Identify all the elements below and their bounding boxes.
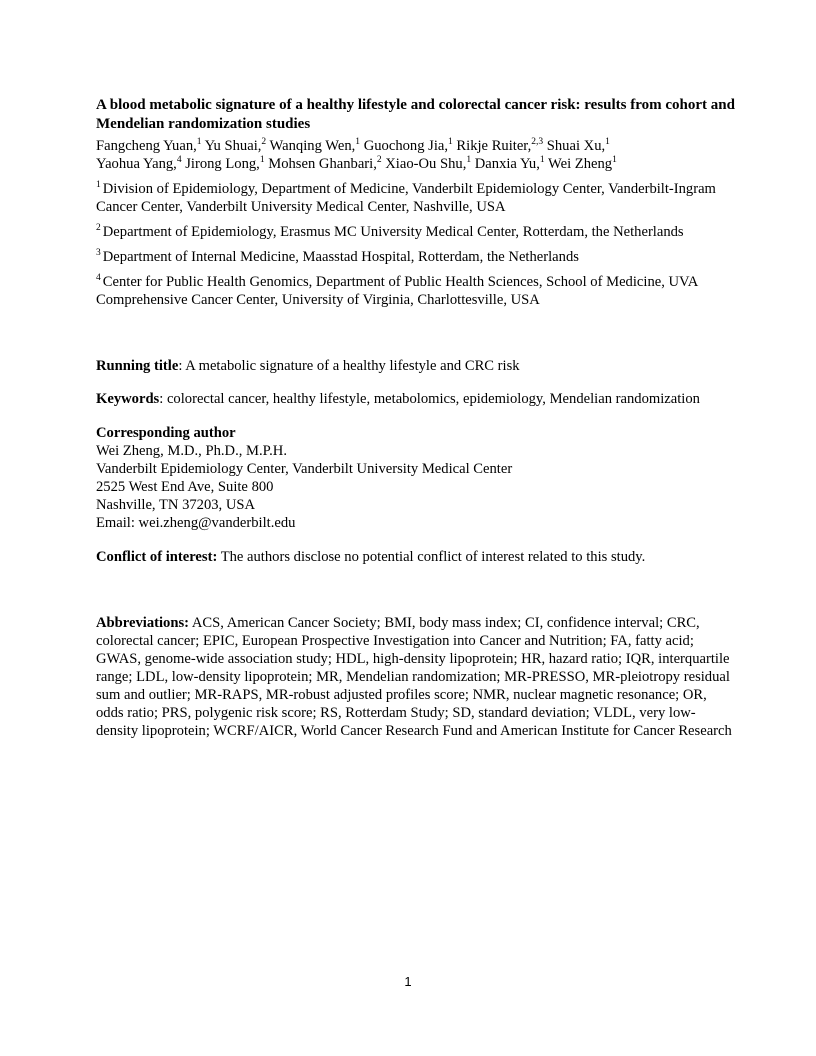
author: Danxia Yu,$^1$ [474, 155, 545, 172]
corresponding-author-label: Corresponding author [96, 425, 236, 441]
abbreviations [96, 614, 736, 740]
author: Xiao-Ou Shu,$^1$ [385, 155, 472, 172]
affiliation-number: 3 [96, 248, 101, 258]
corresponding-city: Nashville, TN 37203, USA [96, 497, 256, 513]
conflict-of-interest [96, 548, 736, 566]
author: Mohsen Ghanbari,$^2$ [268, 155, 382, 172]
keywords-label: Keywords [96, 391, 160, 407]
affiliation [96, 223, 736, 241]
author: Guochong Jia,$^1$ [363, 137, 453, 154]
author: Fangcheng Yuan,$^1$ [96, 137, 202, 154]
corresponding-author [96, 424, 736, 532]
conflict-label: Conflict of interest: [96, 549, 218, 565]
affiliation-text: Department of Internal Medicine, Maasstad Hospital, Rotterdam, the Netherlands [102, 249, 579, 265]
corresponding-name: Wei Zheng, M.D., Ph.D., M.P.H. [96, 443, 287, 459]
abbreviations-text: ACS, American Cancer Society; BMI, body mass index; CI, confidence interval; CRC, colorectal cancer; EPIC, European Prospective Investigation into Cancer and Nutrition; FA, fatty acid; GWAS, genome-wide association study; HDL, high-density lipoprotein; HR, hazard ratio; IQR, interquartile range; LDL, low-density lipoprotein; MR, Mendelian randomization; MR-PRESSO, MR-pleiotropy residual sum and outlier; MR-RAPS, MR-robust adjusted profiles score; NMR, nuclear magnetic resonance; OR, odds ratio; PRS, polygenic risk score; RS, Rotterdam Study; SD, standard deviation; VLDL, very low-density lipoprotein; WCRF/AICR, World Cancer Research Fund and American Institute for Cancer Research [96, 615, 732, 739]
running-title-label: Running title [96, 358, 179, 374]
author: Wei Zheng$^1$ [548, 155, 617, 172]
author: Wanqing Wen,$^1$ [269, 137, 361, 154]
affiliation-number: 4 [96, 273, 101, 283]
affiliation-number: 2 [96, 223, 101, 233]
affiliation-number: 1 [96, 180, 101, 190]
corresponding-street: 2525 West End Ave, Suite 800 [96, 479, 274, 495]
page-number: 1 [404, 974, 412, 989]
affiliation [96, 180, 736, 216]
conflict-text: The authors disclose no potential conflict of interest related to this study. [217, 549, 646, 565]
paper-title: A blood metabolic signature of a healthy lifestyle and colorectal cancer risk: results from cohort and Mendelian randomization studies [96, 97, 735, 132]
abbreviations-label: Abbreviations: [96, 615, 189, 631]
author: Yu Shuai,$^2$ [204, 137, 267, 154]
corresponding-institution: Vanderbilt Epidemiology Center, Vanderbilt University Medical Center [96, 461, 513, 477]
affiliation-text: Center for Public Health Genomics, Department of Public Health Sciences, School of Medicine, UVA Comprehensive Cancer Center, University of Virginia, Charlottesville, USA [96, 274, 698, 308]
running-title [96, 357, 736, 375]
author: Rikje Ruiter,$^{2,3}$ [456, 137, 544, 154]
keywords-text: : colorectal cancer, healthy lifestyle, metabolomics, epidemiology, Mendelian randomization [159, 391, 700, 407]
affiliation [96, 248, 736, 266]
running-title-text: : A metabolic signature of a healthy lifestyle and CRC risk [178, 358, 520, 374]
author: Yaohua Yang,$^4$ [96, 155, 182, 172]
affiliation [96, 273, 736, 309]
author: Shuai Xu,$^1$ [546, 137, 610, 154]
affiliation-text: Department of Epidemiology, Erasmus MC University Medical Center, Rotterdam, the Netherlands [102, 224, 684, 240]
affiliation-text: Division of Epidemiology, Department of Medicine, Vanderbilt Epidemiology Center, Vanderbilt-Ingram Cancer Center, Vanderbilt University Medical Center, Nashville, USA [96, 181, 716, 215]
keywords [96, 390, 736, 408]
corresponding-email: Email: wei.zheng@vanderbilt.edu [96, 515, 296, 531]
author-list [96, 137, 736, 173]
author: Jirong Long,$^1$ [185, 155, 265, 172]
paper-page [96, 96, 736, 740]
